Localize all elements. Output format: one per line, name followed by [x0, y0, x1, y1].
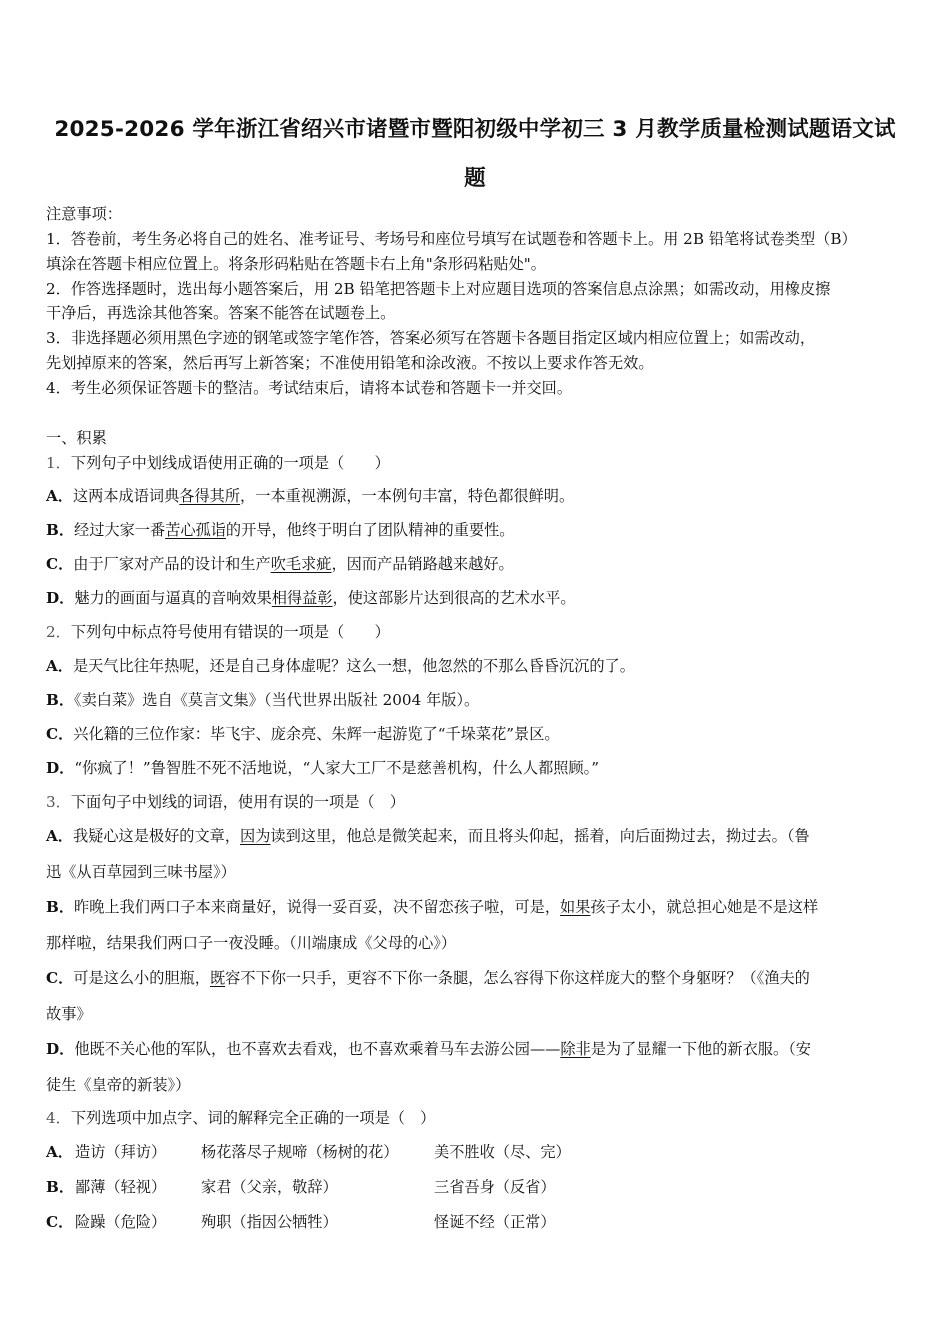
option-cell: 杨花落尽子规啼（杨树的花） [201, 1143, 399, 1161]
question-text: 下列句子中划线成语使用正确的一项是（ ） [70, 454, 390, 472]
question-2-option-b [46, 689, 479, 710]
option-label: B． [46, 691, 75, 709]
question-1-option-c [46, 553, 514, 574]
underlined-phrase: 各得其所 [179, 487, 241, 505]
section-heading: 一、积累 [46, 429, 107, 447]
question-1-stem [46, 452, 390, 473]
option-text: “你疯了！”鲁智胜不死不活地说，“人家大工厂不是慈善机构，什么人都照顾。” [74, 759, 600, 777]
underlined-phrase: 吹毛求疵 [270, 555, 332, 573]
question-text: 下面句子中划线的词语，使用有误的一项是（ ） [70, 793, 405, 811]
option-text: ，使这部影片达到很高的艺术水平。 [332, 589, 576, 607]
question-number: 4． [46, 1109, 71, 1127]
question-number: 2． [46, 623, 71, 641]
option-text: ，一本重视溯源，一本例句丰富，特色都很鲜明。 [240, 487, 575, 505]
question-2-option-c [46, 723, 560, 744]
option-label: B． [46, 1178, 75, 1196]
notice-line: 4．考生必须保证答题卡的整洁。考试结束后，请将本试卷和答题卡一并交回。 [46, 379, 573, 397]
option-label: A． [46, 657, 73, 675]
option-text: 是为了显耀一下他的新衣服。（安 [590, 1040, 811, 1058]
option-text: 的开导，他终于明白了团队精神的重要性。 [225, 521, 515, 539]
question-2-option-d [46, 757, 599, 778]
question-4-option-b [46, 1176, 646, 1198]
option-label: D． [46, 589, 75, 607]
notice-line: 3．非选择题必须用黑色字迹的钢笔或签字笔作答，答案必须写在答题卡各题目指定区域内相应位置上；如需改动， [46, 329, 816, 347]
option-label: A． [46, 1143, 73, 1161]
question-number: 1． [46, 454, 71, 472]
option-label: C． [46, 1213, 74, 1231]
notice-line: 先划掉原来的答案，然后再写上新答案；不准使用铅笔和涂改液。不按以上要求作答无效。 [46, 354, 654, 372]
option-text: 容不下你一只手，更容不下你一条腿，怎么容得下你这样庞大的整个身躯呀？（《渔夫的 [225, 969, 810, 987]
option-text: 这两本成语词典 [72, 487, 180, 505]
question-1-option-b [46, 519, 514, 540]
question-2-stem [46, 621, 390, 642]
question-4-option-c [46, 1211, 646, 1233]
option-text: 读到这里，他总是微笑起来，而且将头仰起，摇着，向后面拗过去，拗过去。（鲁 [270, 827, 810, 845]
option-continuation: 迅《从百草园到三味书屋》） [46, 863, 236, 881]
option-text: 经过大家一番 [74, 521, 166, 539]
notice-line: 2．作答选择题时，选出每小题答案后，用 2B 铅笔把答题卡上对应题目选项的答案信息点涂黑；如需改动，用橡皮擦 [46, 280, 831, 298]
option-cell: 三省吾身（反省） [434, 1178, 556, 1196]
question-4-stem [46, 1107, 435, 1128]
underlined-word: 除非 [560, 1040, 591, 1058]
option-label: C． [46, 969, 74, 987]
option-cell: 造访（拜访） [75, 1143, 167, 1161]
option-text: 昨晚上我们两口子本来商量好，说得一妥百妥，决不留恋孩子啦，可是， [74, 898, 561, 916]
notice-line: 1．答卷前，考生务必将自己的姓名、准考证号、考场号和座位号填写在试题卷和答题卡上。用 2B 铅笔将试卷类型（B） [46, 230, 857, 248]
question-text: 下列句中标点符号使用有错误的一项是（ ） [70, 623, 390, 641]
option-label: D． [46, 759, 75, 777]
page-title-continued: 题 [464, 166, 486, 191]
option-text: 可是这么小的胆瓶， [73, 969, 210, 987]
option-label: B． [46, 898, 75, 916]
option-label: A． [46, 827, 73, 845]
underlined-word: 因为 [240, 827, 271, 845]
question-3-option-b [46, 896, 818, 917]
option-cell: 家君（父亲，敬辞） [201, 1178, 338, 1196]
underlined-word: 既 [209, 969, 226, 987]
option-text: 兴化籍的三位作家：毕飞宇、庞余亮、朱辉一起游览了“千垛菜花”景区。 [73, 725, 560, 743]
question-3-option-c [46, 967, 810, 988]
question-4-option-a [46, 1141, 646, 1163]
page-title: 2025-2026 学年浙江省绍兴市诸暨市暨阳初级中学初三 3 月教学质量检测试题语文试 [54, 117, 896, 142]
option-continuation: 那样啦，结果我们两口子一夜没睡。（川端康成《父母的心》） [46, 934, 457, 952]
question-2-option-a [46, 655, 635, 676]
option-text: 我疑心这是极好的文章， [72, 827, 241, 845]
underlined-phrase: 苦心孤诣 [165, 521, 226, 539]
question-text: 下列选项中加点字、词的解释完全正确的一项是（ ） [70, 1109, 436, 1127]
option-label: A． [46, 487, 73, 505]
question-3-stem [46, 791, 405, 812]
option-cell: 鄙薄（轻视） [75, 1178, 167, 1196]
option-text: 是天气比往年热呢，还是自己身体虚呢？这么一想，他忽然的不那么昏昏沉沉的了。 [72, 657, 635, 675]
option-cell: 美不胜收（尽、完） [434, 1143, 571, 1161]
option-text: ，因而产品销路越来越好。 [331, 555, 514, 573]
option-label: D． [46, 1040, 75, 1058]
option-cell: 险躁（危险） [75, 1213, 167, 1231]
question-1-option-d [46, 587, 576, 608]
option-text: 他既不关心他的军队，也不喜欢去看戏，也不喜欢乘着马车去游公园—— [74, 1040, 561, 1058]
notice-heading: 注意事项： [46, 205, 122, 223]
option-continuation: 徒生《皇帝的新装》） [46, 1076, 191, 1094]
option-text: 由于厂家对产品的设计和生产 [73, 555, 271, 573]
underlined-phrase: 相得益彰 [271, 589, 333, 607]
notice-line: 干净后，再选涂其他答案。答案不能答在试题卷上。 [46, 304, 396, 322]
option-text: 《卖白菜》选自《莫言文集》（当代世界出版社 2004 年版）。 [74, 691, 480, 709]
notice-line: 填涂在答题卡相应位置上。将条形码粘贴在答题卡右上角"条形码粘贴处"。 [46, 255, 546, 273]
option-cell: 殉职（指因公牺牲） [201, 1213, 338, 1231]
option-continuation: 故事》 [46, 1005, 92, 1023]
option-cell: 怪诞不经（正常） [434, 1213, 556, 1231]
option-label: B． [46, 521, 75, 539]
option-text: 魅力的画面与逼真的音响效果 [74, 589, 272, 607]
question-number: 3． [46, 793, 71, 811]
question-3-option-d [46, 1038, 811, 1059]
option-label: C． [46, 555, 74, 573]
underlined-word: 如果 [560, 898, 591, 916]
option-label: C． [46, 725, 74, 743]
question-3-option-a [46, 825, 810, 846]
option-text: 孩子太小，就总担心她是不是这样 [590, 898, 819, 916]
question-1-option-a [46, 485, 574, 506]
